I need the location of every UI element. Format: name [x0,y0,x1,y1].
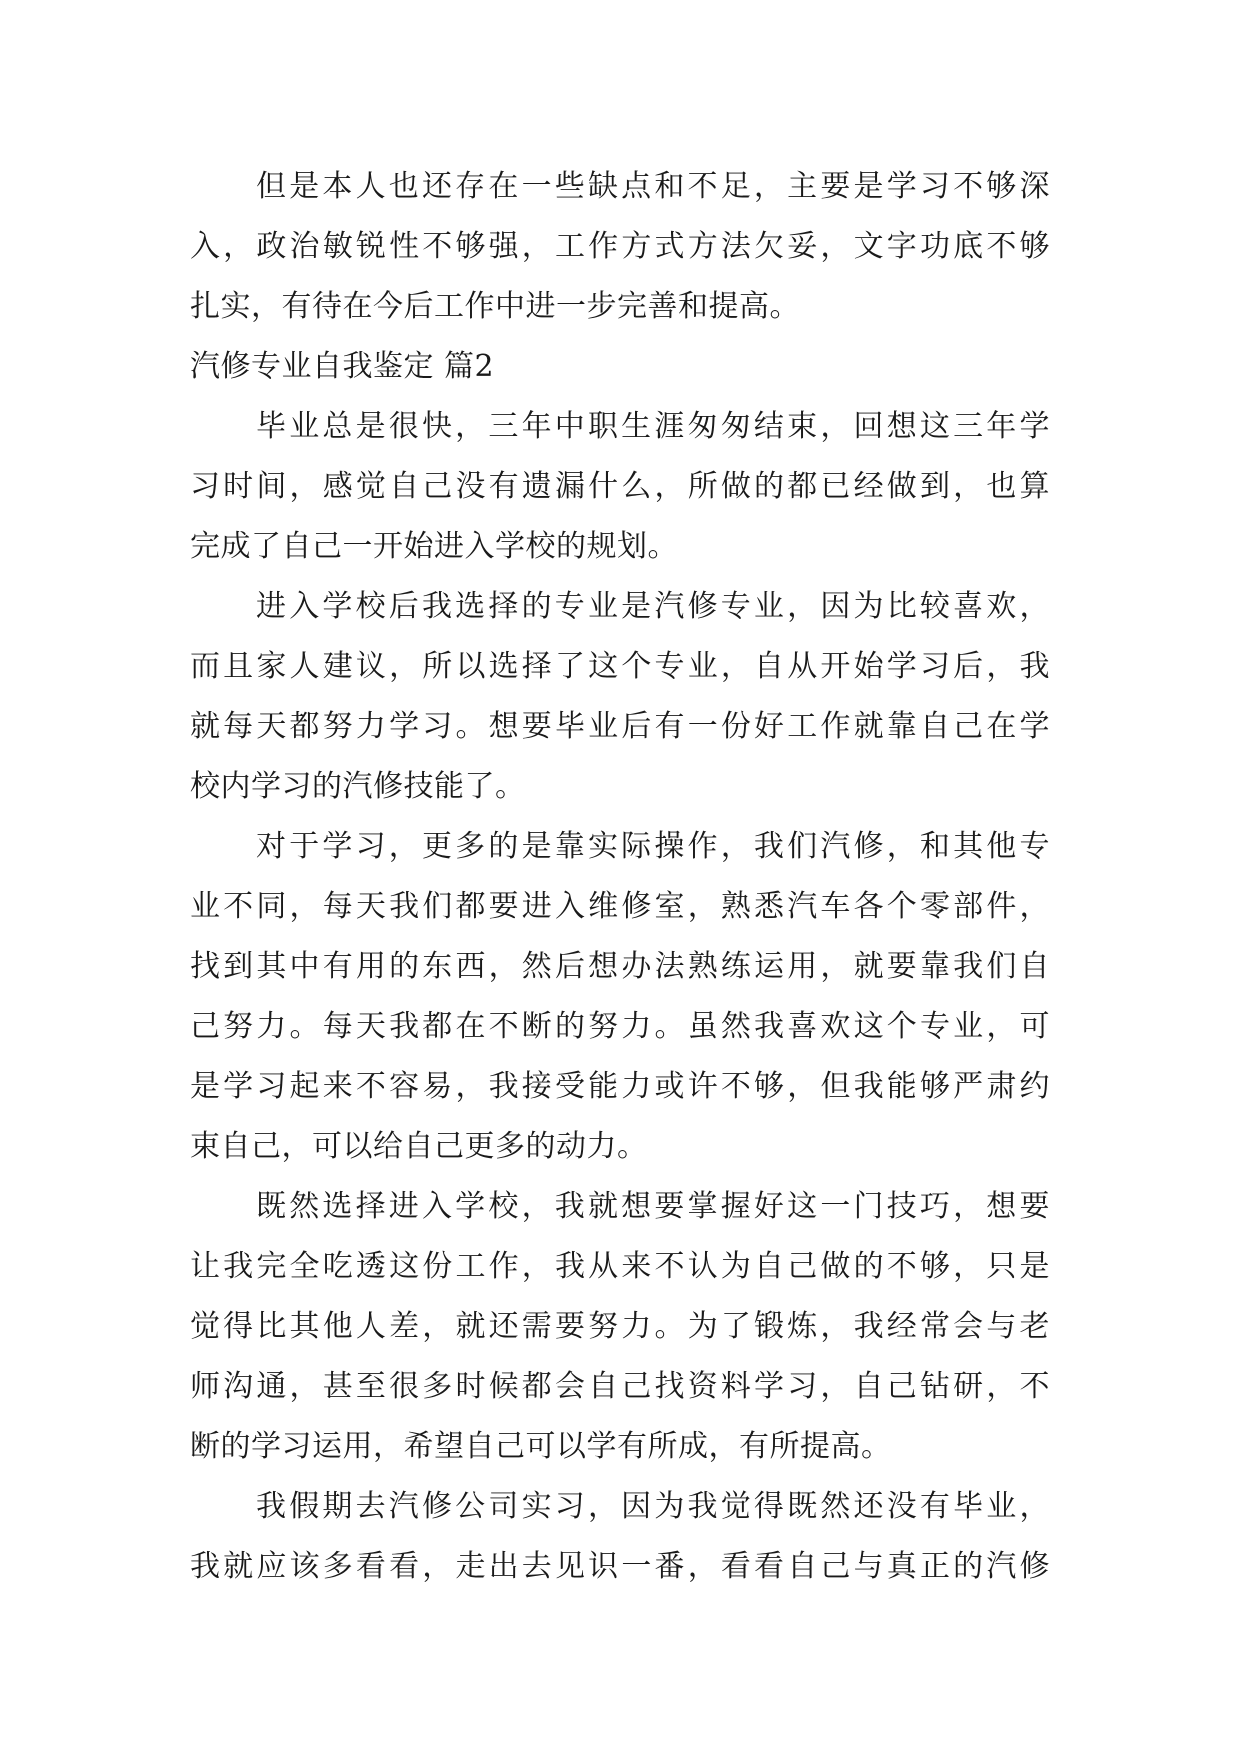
text-line: 对于学习，更多的是靠实际操作，我们汽修，和其他专 [256,829,1050,864]
text-line: 校内学习的汽修技能了。 [190,769,526,804]
text-line: 觉得比其他人差，就还需要努力。为了锻炼，我经常会与老 [190,1309,1050,1344]
text-line: 我假期去汽修公司实习，因为我觉得既然还没有毕业， [256,1489,1050,1524]
text-line: 既然选择进入学校，我就想要掌握好这一门技巧，想要 [256,1189,1050,1224]
text-line: 束自己，可以给自己更多的动力。 [190,1129,648,1164]
text-line: 而且家人建议，所以选择了这个专业，自从开始学习后，我 [190,649,1050,684]
paragraph [190,157,1050,337]
text-line: 师沟通，甚至很多时候都会自己找资料学习，自己钻研，不 [190,1369,1050,1404]
text-line: 找到其中有用的东西，然后想办法熟练运用，就要靠我们自 [190,949,1050,984]
text-line: 习时间，感觉自己没有遗漏什么，所做的都已经做到，也算 [190,469,1050,504]
text-line: 我就应该多看看，走出去见识一番，看看自己与真正的汽修 [190,1549,1050,1584]
text-line: 毕业总是很快，三年中职生涯匆匆结束，回想这三年学 [256,409,1050,444]
text-line: 就每天都努力学习。想要毕业后有一份好工作就靠自己在学 [190,709,1050,744]
text-line: 是学习起来不容易，我接受能力或许不够，但我能够严肃约 [190,1069,1050,1104]
document-body [190,157,1050,1597]
paragraph [190,1177,1050,1477]
paragraph [190,817,1050,1177]
text-line: 业不同，每天我们都要进入维修室，熟悉汽车各个零部件， [190,889,1050,924]
text-line: 入，政治敏锐性不够强，工作方式方法欠妥，文字功底不够 [190,229,1050,264]
text-line: 己努力。每天我都在不断的努力。虽然我喜欢这个专业，可 [190,1009,1050,1044]
text-line: 完成了自己一开始进入学校的规划。 [190,529,678,564]
text-line: 断的学习运用，希望自己可以学有所成，有所提高。 [190,1429,892,1464]
paragraph [190,577,1050,817]
text-line: 让我完全吃透这份工作，我从来不认为自己做的不够，只是 [190,1249,1050,1284]
text-line: 但是本人也还存在一些缺点和不足，主要是学习不够深 [256,169,1050,204]
section-heading: 汽修专业自我鉴定 篇2 [190,349,495,384]
paragraph [190,1477,1050,1597]
paragraph [190,397,1050,577]
text-line: 进入学校后我选择的专业是汽修专业，因为比较喜欢， [256,589,1050,624]
text-line: 扎实，有待在今后工作中进一步完善和提高。 [190,289,800,324]
